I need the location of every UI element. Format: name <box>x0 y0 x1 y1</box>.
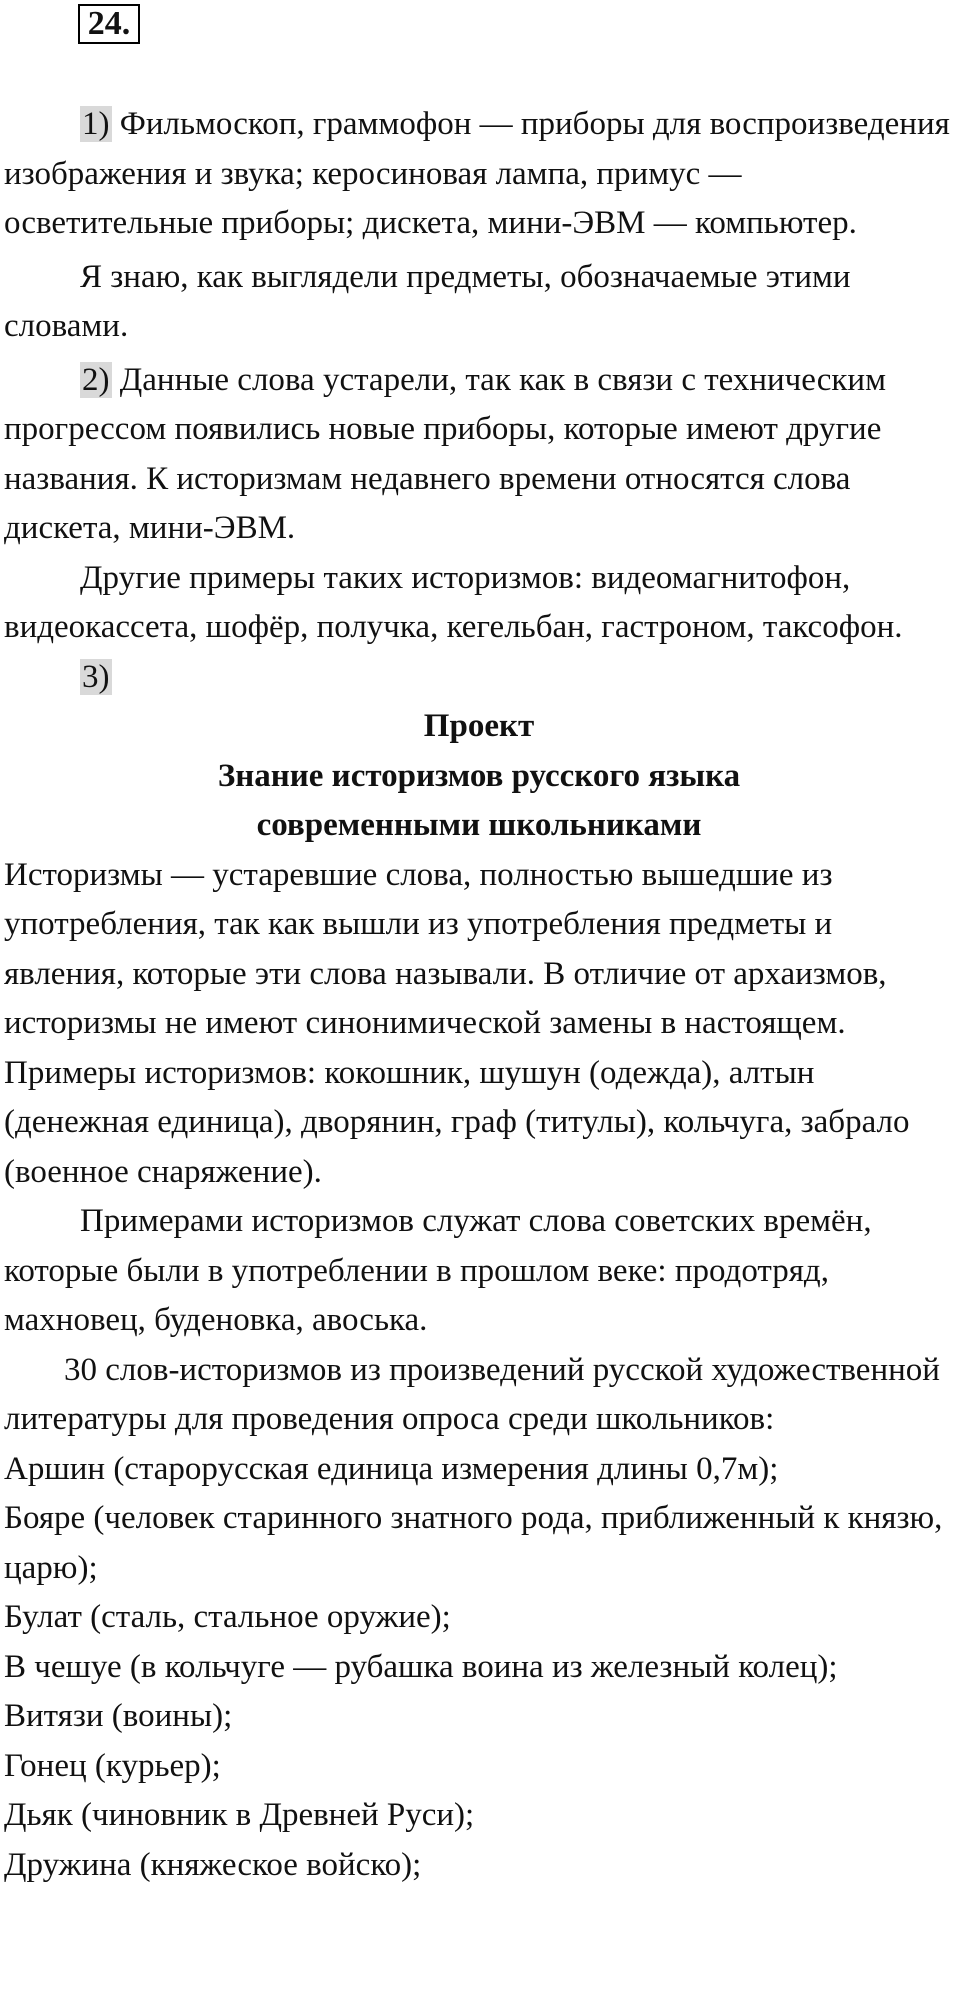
section2-followup: Другие примеры таких историзмов: видеомагнитофон, видеокассета, шофёр, получка, кегельбан, гастроном, таксофон. <box>4 559 903 645</box>
section1-followup: Я знаю, как выглядели предметы, обозначаемые этими словами. <box>4 258 851 344</box>
section1-paragraph <box>4 100 954 249</box>
list-item: Дьяк (чиновник в Древней Руси); <box>4 1797 475 1833</box>
list-item: Булат (сталь, стальное оружие); <box>4 1599 451 1635</box>
list-item: В чешуе (в кольчуге — рубашка воина из железный колец); <box>4 1648 838 1685</box>
historisms-definition: Историзмы — устаревшие слова, полностью вышедшие из употребления, так как вышли из употребления предметы и явления, которые эти слова называли. В отличие от архаизмов, историзмы не имеют синонимической замены в настоящем. Примеры историзмов: кокошник, шушун (одежда), алтын (денежная единица), дворянин, граф (титулы), кольчуга, забрало (военное снаряжение). <box>4 856 910 1190</box>
list-item: Витязи (воины); <box>4 1698 233 1734</box>
task-number-box: 24. <box>78 4 140 44</box>
list-item: Дружина (княжеское войско); <box>4 1846 422 1883</box>
list-item: Гонец (курьер); <box>4 1747 221 1784</box>
historisms-list <box>4 1445 954 1891</box>
survey-intro-paragraph: 30 слов-историзмов из произведений русской художественной литературы для проведения опроса среди школьников: <box>4 1351 940 1437</box>
section3-marker-line <box>4 653 954 703</box>
section2-marker: 2) <box>82 361 110 398</box>
soviet-historisms-paragraph: Примерами историзмов служат слова советских времён, которые были в употреблении в прошлом веке: продотряд, махновец, буденовка, авоська. <box>4 1203 872 1338</box>
project-title-line2: Знание историзмов русского языка <box>217 757 741 794</box>
section1-text: Фильмоскоп, граммофон — приборы для воспроизведения изображения и звука; керосиновая лампа, примус — осветительные приборы; дискета, мини-ЭВМ — компьютер. <box>4 106 950 241</box>
section2-paragraph <box>4 356 954 554</box>
project-title-line3: современными школьниками <box>256 807 702 843</box>
section3-marker: 3) <box>82 658 110 695</box>
section1-marker: 1) <box>82 106 110 142</box>
list-item: Аршин (старорусская единица измерения длины 0,7м); <box>4 1450 779 1487</box>
section2-text: Данные слова устарели, так как в связи с техническим прогрессом появились новые приборы, которые имеют другие названия. К историзмам недавнего времени относятся слова дискета, мини-ЭВМ. <box>4 361 886 546</box>
project-title-line1: Проект <box>423 708 535 744</box>
list-item: Бояре (человек старинного знатного рода, приближенный к князю, царю); <box>4 1500 943 1586</box>
document-body <box>4 100 954 1890</box>
